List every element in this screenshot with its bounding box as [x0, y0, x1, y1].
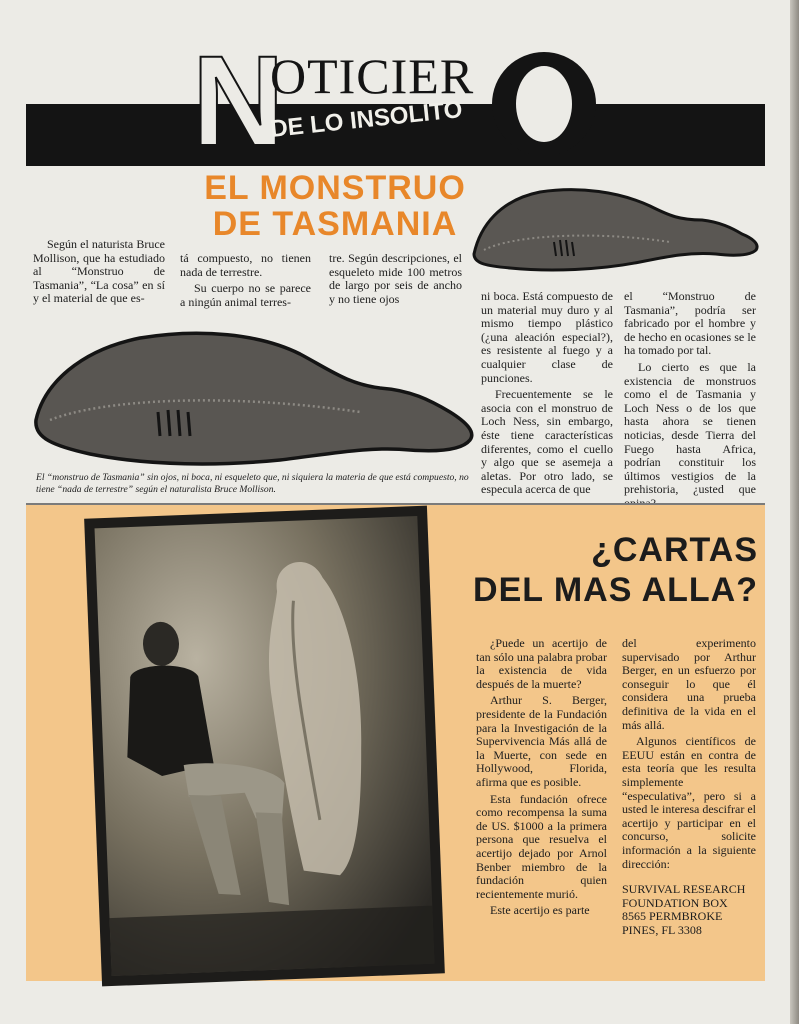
- address-line: SURVIVAL RESEARCH: [622, 882, 746, 897]
- ghost-photograph: [84, 506, 445, 987]
- article2-headline-line: DEL MAS ALLA?: [473, 571, 758, 609]
- article1-headline-line: DE TASMANIA: [212, 205, 458, 243]
- paragraph: tre. Según descripciones, el esqueleto mide 100 metros de largo por seis de ancho y no tiene ojos: [329, 251, 462, 306]
- address-line: PINES, FL 3308: [622, 922, 702, 937]
- masthead-title: OTICIER: [270, 48, 475, 104]
- paragraph: Este acertijo es parte: [490, 903, 590, 918]
- paragraph: del experimento supervisado por Arthur Berger, en un esfuerzo por conseguir lo que él considera una prueba definitiva de la vida en el más allá.: [622, 636, 756, 732]
- paragraph: Su cuerpo no se parece a ningún animal terres-: [180, 281, 311, 309]
- paragraph: el “Monstruo de Tasmania”, podría ser fabricado por el hombre y de hecho en ocasiones se le ha tomado por tal.: [624, 289, 756, 358]
- paragraph: Arthur S. Berger, presidente de la Fundación para la Investigación de la Supervivencia Más allá de la Muerte, con sede en Hollywood, Florida, afirma que es posible.: [476, 693, 607, 789]
- article2-column-1: [476, 637, 607, 918]
- illustration-caption: El “monstruo de Tasmania” sin ojos, ni boca, ni esqueleto que, ni siquiera la materia de que está compuesto, no tiene “nada de terrestre” según el naturalista Bruce Mollison.: [36, 472, 469, 495]
- mailing-address: [622, 883, 756, 937]
- article1-column-4: [481, 290, 613, 497]
- paragraph: Algunos científicos de EEUU están en contra de esta teoría que les resulta simplemente “especulativa”, pero si a usted le interesa descifrar el acertijo y participar en el concurso, solicite información a la siguiente dirección:: [622, 734, 756, 871]
- monster-illustration-large: [30, 328, 478, 468]
- paragraph: Según el naturista Bruce Mollison, que ha estudiado al “Monstruo de Tasmania”, “La cosa” en sí y el material de que es-: [33, 237, 165, 306]
- monster-illustration-small: [470, 186, 762, 276]
- paragraph: Esta fundación ofrece como recompensa la suma de US. $1000 a la primera persona que resuelva el acertijo dejado por Arnol Benber miembro de la fundación quien recientemente murió.: [476, 791, 607, 901]
- article1-column-1: [33, 238, 165, 306]
- paragraph: tá compuesto, no tienen nada de terrestre.: [180, 251, 311, 279]
- article1-headline-line: EL MONSTRUO: [204, 169, 466, 207]
- masthead-letter-n: N: [192, 30, 285, 173]
- address-line: 8565 PERMBROKE: [622, 909, 723, 924]
- paragraph: Lo cierto es que la existencia de monstruos como el de Tasmania y Loch Ness o de los que hasta ahora se tienen noticias, desde Tierra del Fuego hasta Africa, podrían constituir los últimos vestigios de la prehistoria, ¿usted que: [624, 359, 756, 497]
- masthead-subtitle: DE LO INSOLITO: [269, 95, 464, 144]
- page-edge: [790, 0, 799, 1024]
- article1-headline: [180, 170, 490, 242]
- article1-column-2: [180, 252, 311, 309]
- paragraph: ni boca. Está compuesto de un material muy duro y al mismo tiempo plástico (¿una aleación especial?), es resistente al fuego y a cualquier clase de punciones.: [481, 289, 613, 385]
- article1-column-3: [329, 252, 462, 306]
- ghost-photo-figures: [95, 516, 435, 976]
- article1-column-5: [624, 290, 756, 511]
- paragraph: Frecuentemente se le asocia con el monstruo de Loch Ness, sin embargo, éste tiene características diferentes, como el cuello y algo que se asemeja a aletas. Por otro lado, se especula acerca de que: [481, 387, 613, 497]
- article2-column-2: [622, 637, 756, 937]
- masthead-letter-o-logo: [492, 52, 596, 156]
- paragraph: ¿Puede un acertijo de tan sólo una palabra probar la existencia de vida después de la muerte?: [476, 636, 607, 691]
- article2-headline-line: ¿CARTAS: [591, 531, 758, 569]
- address-line: FOUNDATION BOX: [622, 895, 728, 910]
- article2-headline: [470, 530, 758, 610]
